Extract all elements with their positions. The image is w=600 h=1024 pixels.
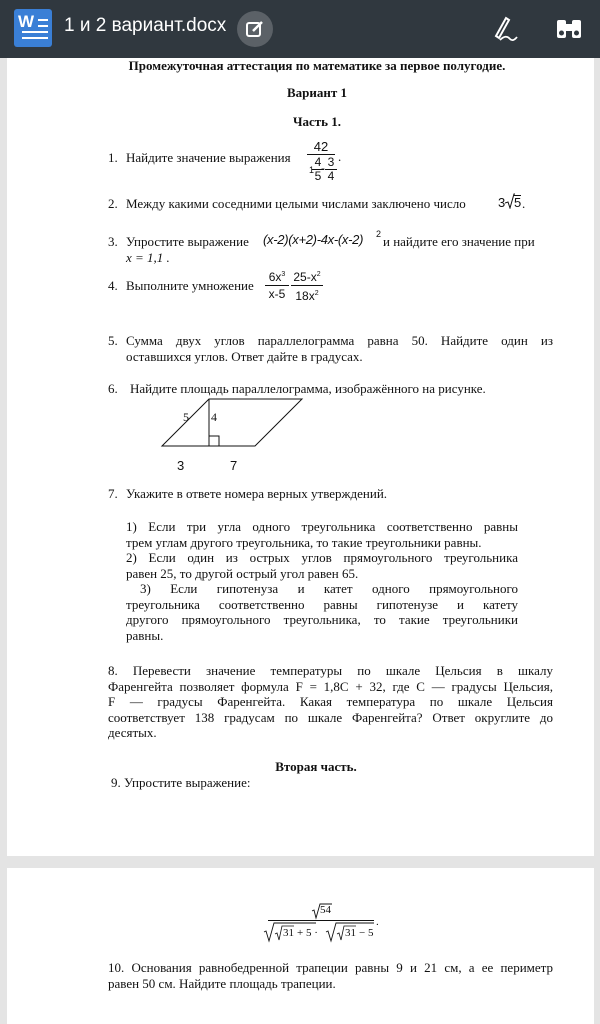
q1-f2-den: 4 xyxy=(327,169,335,183)
parallelogram-figure xyxy=(157,393,317,453)
q6-seg1-label: 3 xyxy=(177,458,185,473)
doc-header: Промежуточная аттестация по математике за первое полугодие. xyxy=(128,58,506,73)
q5-number: 5. xyxy=(108,333,118,348)
q3-number: 3. xyxy=(108,234,118,249)
q1-minus: - xyxy=(321,161,325,175)
binoculars-icon[interactable] xyxy=(554,14,584,44)
q2-coef: 3 xyxy=(498,195,506,210)
document-title: 1 и 2 вариант.docx xyxy=(64,15,227,36)
q6-text: Найдите площадь параллелограмма, изображённого на рисунке. xyxy=(130,381,486,396)
q8-line-2: Фаренгейта позволяет формула F = 1,8C + 32, где C — градусы Цельсия, xyxy=(108,678,553,694)
part-title: Часть 1. xyxy=(292,114,342,129)
q8-line-3: F — градусы Фаренгейта. Какая температура по шкале Цельсия xyxy=(108,694,553,709)
q1-f2-num: 3 xyxy=(327,155,335,169)
q10-line-1: 10. Основания равнобедренной трапеции равны 9 и 21 см, а ее периметр xyxy=(108,960,553,975)
q4-b-den: 18x xyxy=(295,289,315,303)
q2-dot: . xyxy=(522,196,526,211)
ink-pen-icon[interactable] xyxy=(490,14,520,44)
q9-r1: 31 xyxy=(283,927,294,939)
q1-fraction-b xyxy=(325,156,337,183)
q2-text: Между какими соседними целыми числами заключено число xyxy=(126,196,466,211)
app-toolbar xyxy=(0,0,600,58)
variant-title: Вариант 1 xyxy=(286,85,348,100)
q10-line-2: равен 50 см. Найдите площадь трапеции. xyxy=(108,975,336,991)
q1-f1-den: 5 xyxy=(314,169,322,183)
q5-line-2: оставшихся углов. Ответ дайте в градусах. xyxy=(126,348,363,364)
q7-s1-line-1: 1) Если три угла одного треугольника соответственно равны xyxy=(126,519,518,534)
q6-side-label: 5 xyxy=(183,410,189,424)
q7-s1-line-2: трем углам другого треугольника, то такие треугольники равны. xyxy=(126,534,482,550)
q4-a-num: 6x xyxy=(268,270,282,284)
q5-line-1: Сумма двух углов параллелограмма равна 50. Найдите один из xyxy=(126,333,553,348)
q3-expression: (x-2)(x+2)-4x-(x-2) xyxy=(263,232,364,247)
q7-s3-line-4: равны. xyxy=(126,627,164,643)
q4-fraction-b xyxy=(291,267,323,304)
q3-line2: x = 1,1 . xyxy=(126,250,170,265)
q7-number: 7. xyxy=(108,486,118,501)
q1-f1-num: 4 xyxy=(314,155,322,169)
edit-button[interactable] xyxy=(237,11,273,47)
q9-num-radicand: 54 xyxy=(320,904,331,916)
document-page[interactable] xyxy=(7,58,594,856)
q1-fraction-a xyxy=(312,156,324,183)
q4-fraction-a xyxy=(265,267,289,302)
q4-a-den: x-5 xyxy=(268,287,286,301)
q2-radicand: 5 xyxy=(514,195,522,210)
q4-text: Выполните умножение xyxy=(126,278,254,293)
q4-b-num: 25-x xyxy=(293,270,317,284)
q4-a-num-exp: 3 xyxy=(281,271,286,278)
q3-post: и найдите его значение при xyxy=(383,234,535,249)
q1-number: 1. xyxy=(108,150,118,165)
q6-seg2-label: 7 xyxy=(230,458,238,473)
q6-height-label: 4 xyxy=(211,410,217,424)
q3-exponent: 2 xyxy=(376,229,382,239)
q9-text: 9. Упростите выражение: xyxy=(111,775,251,790)
q4-b-num-exp: 2 xyxy=(316,271,321,278)
part2-title: Вторая часть. xyxy=(275,759,357,774)
q7-s3-line-2: треугольника соответственно равны гипотенузе и катету xyxy=(126,596,518,612)
q1-one: 1 xyxy=(309,165,315,175)
q7-text: Укажите в ответе номера верных утверждений. xyxy=(126,486,388,501)
q8-line-4: соответствует 138 градусам по шкале Фаренгейта? Ответ округлите до xyxy=(108,709,553,725)
q1-fraction xyxy=(307,139,335,155)
q8-line-1: 8. Перевести значение температуры по шкале Цельсия в шкалу xyxy=(108,663,553,678)
q1-dot: . xyxy=(338,149,342,164)
q4-b-den-exp: 2 xyxy=(314,290,319,297)
q8-text xyxy=(108,663,553,741)
q7-s3-line-3: другого прямоугольного треугольника, то такие треугольники xyxy=(126,612,518,627)
q2-number: 2. xyxy=(108,196,118,211)
q10-text xyxy=(108,960,553,991)
q9-minus5: − 5 xyxy=(359,927,374,939)
q6-number: 6. xyxy=(108,381,118,396)
q7-s2-line-2: равен 25, то другой острый угол равен 65. xyxy=(126,565,359,581)
q7-statements xyxy=(126,519,518,643)
q7-s3-line-1: 3) Если гипотенуза и катет одного прямоугольного xyxy=(140,581,518,596)
pencil-square-icon xyxy=(245,19,265,39)
document-page-2[interactable] xyxy=(7,868,594,1024)
word-app-icon[interactable] xyxy=(14,9,52,47)
q3-pre: Упростите выражение xyxy=(126,234,249,249)
q8-line-5: десятых. xyxy=(108,725,157,740)
q9-plus5: + 5 · xyxy=(297,927,318,939)
q7-s2-line-1: 2) Если один из острых углов прямоугольного треугольника xyxy=(126,550,518,565)
q5-text xyxy=(126,333,553,364)
q9-r2: 31 xyxy=(345,927,356,939)
q4-number: 4. xyxy=(108,278,118,293)
q9-dot: . xyxy=(376,916,379,928)
q1-numerator: 42 xyxy=(313,139,329,154)
q1-text: Найдите значение выражения xyxy=(126,150,291,165)
word-icon-letter: W xyxy=(18,12,35,31)
